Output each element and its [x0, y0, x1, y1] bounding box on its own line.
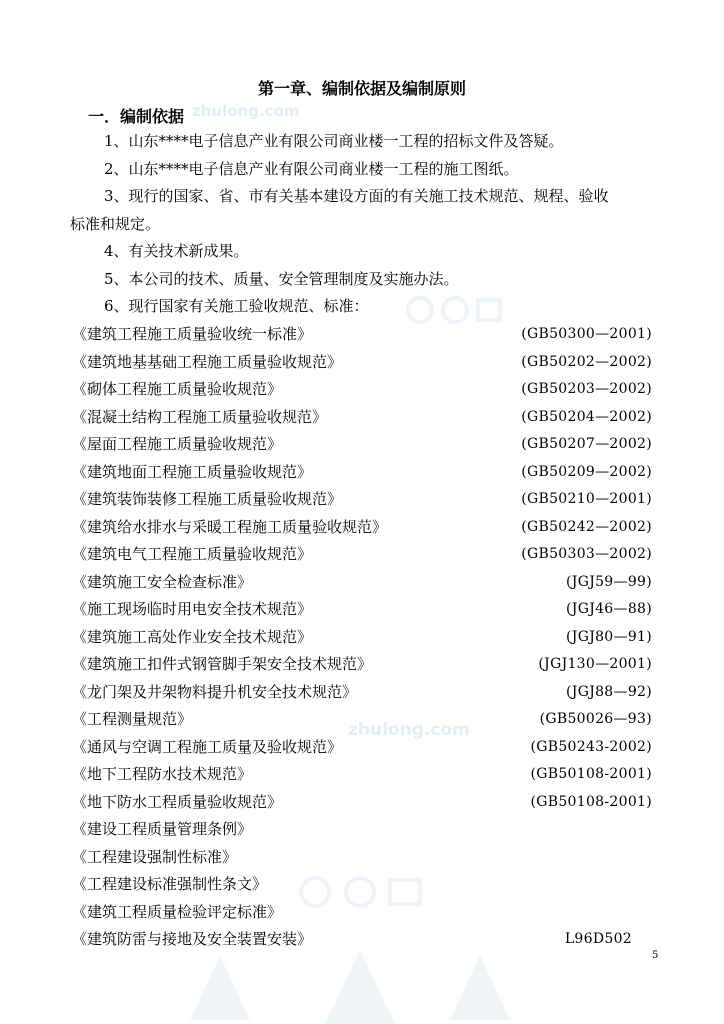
standards-list [72, 321, 652, 954]
standard-row [72, 734, 652, 762]
standard-row [72, 844, 652, 872]
basis-item-text: 2、山东****电子信息产业有限公司商业楼一工程的施工图纸。 [104, 160, 519, 178]
standard-code: (GB50204—2002) [521, 408, 652, 425]
standard-name: 《建筑工程施工质量验收统一标准》 [72, 325, 313, 343]
basis-item [70, 293, 660, 321]
standard-name: 《建筑装饰装修工程施工质量验收规范》 [72, 490, 343, 508]
standard-code: (GB50026—93) [539, 711, 652, 727]
watermark-tower-icon [180, 950, 540, 1024]
basis-item-continuation: 标准和规定。 [70, 214, 161, 233]
standard-code: (JGJ59—99) [566, 573, 652, 590]
standard-name: 《屋面工程施工质量验收规范》 [72, 435, 283, 453]
standard-row [72, 321, 652, 349]
standard-name: 《建筑施工高处作业安全技术规范》 [72, 627, 313, 646]
standard-row [72, 514, 652, 542]
standard-row [72, 376, 652, 404]
watermark-text: zhulong.com [192, 102, 300, 120]
standard-row [72, 761, 652, 789]
standard-row [72, 679, 652, 707]
standard-code: (GB50303—2002) [521, 546, 652, 562]
basis-item-text: 4、有关技术新成果。 [104, 242, 249, 260]
standard-row [72, 596, 652, 624]
standard-code: (GB50207—2002) [521, 436, 652, 452]
standard-name: 《建筑施工扣件式钢管脚手架安全技术规范》 [72, 655, 373, 673]
standard-row [72, 789, 652, 817]
basis-item [70, 266, 660, 294]
standard-name: 《龙门架及井架物料提升机安全技术规范》 [72, 682, 358, 701]
standard-row [72, 624, 652, 652]
standard-name: 《施工现场临时用电安全技术规范》 [72, 600, 313, 618]
standard-code: (GB50203—2002) [521, 381, 652, 397]
basis-item [70, 183, 660, 238]
basis-item-text: 5、本公司的技术、质量、安全管理制度及实施办法。 [104, 270, 459, 288]
standard-name: 《地下防水工程质量验收规范》 [72, 792, 283, 811]
standard-code: (JGJ130—2001) [538, 656, 652, 672]
watermark-text: zhulong.com [348, 720, 470, 740]
basis-item [70, 238, 660, 266]
basis-item-text: 3、现行的国家、省、市有关基本建设方面的有关施工技术规范、规程、验收 [104, 187, 609, 205]
standard-code: (GB50243-2002) [530, 738, 652, 755]
standard-code: (GB50202—2002) [521, 353, 652, 370]
standard-code: L96D502 [564, 931, 632, 947]
standard-row [72, 926, 652, 954]
basis-item [70, 128, 660, 156]
standard-name: 《建设工程质量管理条例》 [72, 820, 253, 838]
standard-code: (JGJ80—91) [566, 628, 652, 645]
standard-name: 《工程测量规范》 [72, 710, 193, 728]
standard-row [72, 899, 652, 927]
standard-name: 《建筑工程质量检验评定标准》 [72, 902, 283, 921]
standard-code: (JGJ88—92) [566, 683, 652, 700]
standard-row [72, 569, 652, 597]
standard-code: (GB50300—2001) [521, 326, 652, 342]
standard-code: (JGJ46—88) [566, 601, 652, 617]
standard-code: (GB50209—2002) [521, 463, 652, 480]
section-heading: 一．编制依据 [88, 107, 185, 126]
standard-name: 《建筑施工安全检查标准》 [72, 572, 253, 591]
standard-name: 《建筑给水排水与采暖工程施工质量验收规范》 [72, 517, 388, 536]
standard-name: 《砌体工程施工质量验收规范》 [72, 380, 283, 398]
basis-item-text: 1、山东****电子信息产业有限公司商业楼一工程的招标文件及答疑。 [104, 132, 564, 150]
standard-name: 《建筑地面工程施工质量验收规范》 [72, 462, 313, 481]
standard-row [72, 651, 652, 679]
standard-code: (GB50108-2001) [530, 766, 652, 782]
standard-name: 《工程建设强制性标准》 [72, 847, 238, 866]
standard-name: 《建筑电气工程施工质量验收规范》 [72, 545, 313, 563]
standard-row [72, 706, 652, 734]
standard-name: 《建筑地基基础工程施工质量验收规范》 [72, 352, 343, 371]
standard-code: (GB50210—2001) [521, 491, 652, 507]
chapter-title: 第一章、编制依据及编制原则 [257, 79, 466, 98]
standard-row [72, 404, 652, 432]
standard-name: 《通风与空调工程施工质量及验收规范》 [72, 737, 343, 756]
standard-code: (GB50108-2001) [530, 793, 652, 810]
standard-row [72, 486, 652, 514]
standard-row [72, 431, 652, 459]
standard-name: 《建筑防雷与接地及安全装置安装》 [72, 930, 313, 948]
basis-item [70, 156, 660, 184]
standard-name: 《混凝土结构工程施工质量验收规范》 [72, 407, 328, 426]
page-number: 5 [652, 950, 659, 961]
standard-name: 《工程建设标准强制性条文》 [72, 875, 268, 893]
standard-row [72, 541, 652, 569]
standard-code: (GB50242—2002) [521, 518, 652, 535]
standard-row [72, 816, 652, 844]
standard-row [72, 871, 652, 899]
basis-item-text: 6、现行国家有关施工验收规范、标准： [104, 297, 369, 315]
standard-row [72, 349, 652, 377]
standard-name: 《地下工程防水技术规范》 [72, 765, 253, 783]
standard-row [72, 459, 652, 487]
